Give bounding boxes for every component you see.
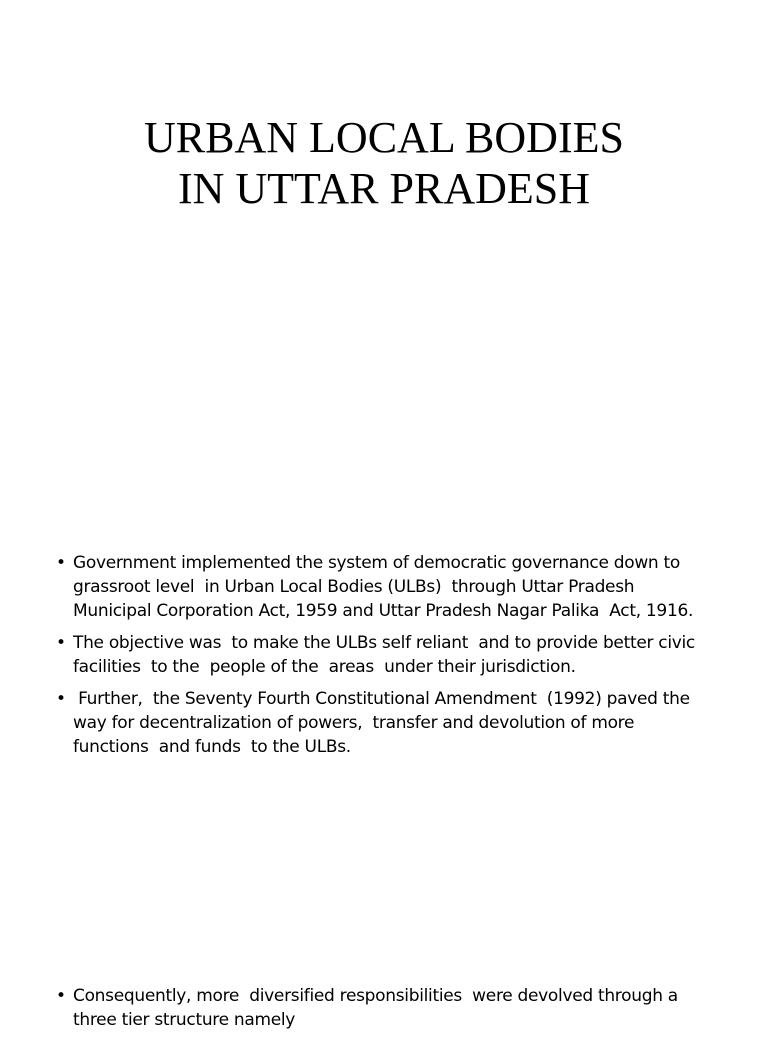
bullet-item <box>56 984 716 1032</box>
bullet-text: Consequently, more diversified responsibilities were devolved through a three tier structure namely <box>73 986 683 1030</box>
bullet-dot: • <box>56 986 66 1006</box>
slide-title-line-1: URBAN LOCAL BODIES <box>144 113 624 162</box>
bullet-item <box>56 551 716 623</box>
slide-title-line-2: IN UTTAR PRADESH <box>177 164 591 213</box>
bullet-dot: • <box>56 633 66 653</box>
bullet-item <box>56 687 716 759</box>
bullet-dot: • <box>56 689 66 709</box>
slide-title <box>0 112 768 214</box>
bullet-list-next-slide <box>56 984 716 1040</box>
bullet-list <box>56 551 716 767</box>
bullet-text: Government implemented the system of democratic governance down to grassroot level in Urban Local Bodies (ULBs) through Uttar Pradesh Municipal Corporation Act, 1959 and Uttar Pradesh Nagar Palika Act, 1916. <box>73 553 694 621</box>
bullet-text: The objective was to make the ULBs self reliant and to provide better civic facilities to the people of the areas under their jurisdiction. <box>73 633 701 677</box>
bullet-dot: • <box>56 553 66 573</box>
bullet-text: Further, the Seventy Fourth Constitutional Amendment (1992) paved the way for decentralization of powers, transfer and devolution of more functions and funds to the ULBs. <box>73 689 700 757</box>
bullet-item <box>56 631 716 679</box>
